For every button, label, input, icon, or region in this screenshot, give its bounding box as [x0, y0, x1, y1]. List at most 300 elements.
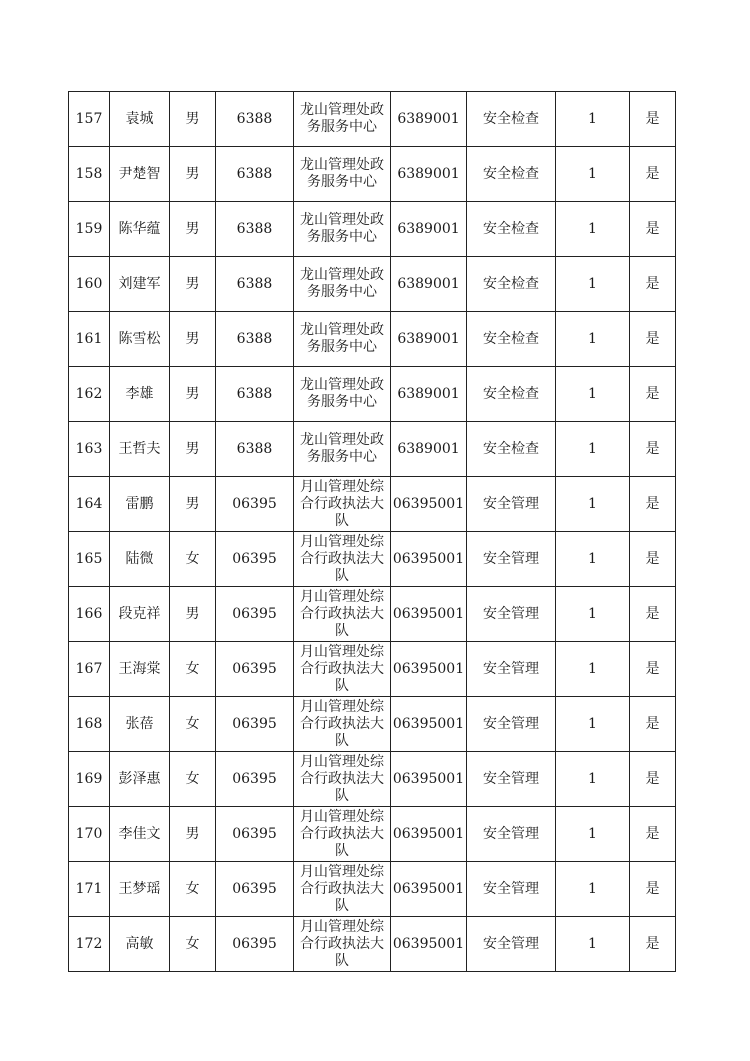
cell-person-name-text: 李雄 [125, 385, 154, 402]
table-row [69, 642, 676, 697]
cell-flag-text: 是 [645, 110, 660, 127]
cell-position-name-text: 安全管理 [483, 605, 539, 622]
cell-gender-text: 男 [185, 440, 200, 457]
cell-unit-code-text: 6388 [236, 385, 273, 402]
cell-unit-code [216, 697, 294, 752]
cell-person-name [110, 587, 170, 642]
cell-unit-code-text: 06395 [232, 935, 277, 952]
cell-sequence-number-text: 170 [75, 825, 103, 842]
cell-gender-text: 女 [185, 770, 200, 787]
cell-unit-name-text: 月山管理处综合行政执法大队 [300, 808, 384, 859]
cell-position-name [467, 532, 556, 587]
cell-person-name [110, 752, 170, 807]
cell-position-code-text: 06395001 [392, 605, 465, 622]
cell-gender-text: 男 [185, 825, 200, 842]
cell-flag [630, 862, 676, 917]
cell-gender [170, 92, 216, 147]
cell-gender [170, 202, 216, 257]
cell-unit-name-text: 月山管理处综合行政执法大队 [300, 918, 384, 969]
cell-count-text: 1 [588, 825, 597, 842]
cell-count [556, 92, 630, 147]
cell-person-name [110, 807, 170, 862]
cell-flag-text: 是 [645, 385, 660, 402]
cell-position-code-text: 6389001 [397, 440, 460, 457]
cell-position-name [467, 807, 556, 862]
cell-flag [630, 752, 676, 807]
cell-person-name-text: 尹楚智 [118, 165, 161, 182]
cell-position-code-text: 06395001 [392, 550, 465, 567]
cell-position-name-text: 安全管理 [483, 880, 539, 897]
cell-person-name-text: 高敏 [125, 935, 154, 952]
cell-count-text: 1 [588, 550, 597, 567]
cell-gender [170, 257, 216, 312]
cell-count-text: 1 [588, 880, 597, 897]
cell-sequence-number [69, 697, 110, 752]
cell-unit-name-text: 龙山管理处政务服务中心 [300, 377, 384, 410]
cell-count-text: 1 [588, 660, 597, 677]
table-row [69, 92, 676, 147]
table-row [69, 862, 676, 917]
cell-flag-text: 是 [645, 605, 660, 622]
cell-unit-name-text: 月山管理处综合行政执法大队 [300, 588, 384, 639]
cell-unit-code-text: 06395 [232, 495, 277, 512]
cell-count [556, 367, 630, 422]
cell-person-name [110, 532, 170, 587]
cell-flag [630, 587, 676, 642]
cell-position-name-text: 安全检查 [483, 440, 539, 457]
cell-position-code-text: 06395001 [392, 660, 465, 677]
cell-flag-text: 是 [645, 935, 660, 952]
cell-flag-text: 是 [645, 165, 660, 182]
cell-position-code [391, 697, 467, 752]
cell-position-code-text: 6389001 [397, 220, 460, 237]
cell-count [556, 587, 630, 642]
cell-position-name-text: 安全管理 [483, 770, 539, 787]
cell-position-code-text: 6389001 [397, 110, 460, 127]
cell-position-code [391, 202, 467, 257]
cell-unit-name [294, 752, 391, 807]
cell-flag [630, 92, 676, 147]
cell-position-name [467, 697, 556, 752]
table-row [69, 807, 676, 862]
cell-position-code [391, 532, 467, 587]
cell-count [556, 917, 630, 972]
cell-flag [630, 312, 676, 367]
cell-sequence-number [69, 92, 110, 147]
cell-position-name-text: 安全管理 [483, 935, 539, 952]
cell-count [556, 202, 630, 257]
cell-position-code [391, 807, 467, 862]
cell-unit-code [216, 477, 294, 532]
cell-position-name [467, 422, 556, 477]
cell-count [556, 477, 630, 532]
cell-sequence-number-text: 158 [75, 165, 103, 182]
cell-person-name [110, 312, 170, 367]
cell-count [556, 807, 630, 862]
cell-flag-text: 是 [645, 330, 660, 347]
cell-unit-name-text: 龙山管理处政务服务中心 [300, 267, 384, 300]
cell-count [556, 257, 630, 312]
cell-flag-text: 是 [645, 440, 660, 457]
cell-unit-code-text: 6388 [236, 165, 273, 182]
cell-position-name-text: 安全管理 [483, 825, 539, 842]
cell-sequence-number-text: 165 [75, 550, 103, 567]
cell-count-text: 1 [588, 495, 597, 512]
cell-unit-name-text: 龙山管理处政务服务中心 [300, 157, 384, 190]
cell-position-code-text: 6389001 [397, 165, 460, 182]
cell-person-name [110, 367, 170, 422]
cell-gender [170, 862, 216, 917]
cell-count-text: 1 [588, 605, 597, 622]
cell-gender [170, 477, 216, 532]
cell-gender-text: 男 [185, 495, 200, 512]
table-row [69, 422, 676, 477]
table-row [69, 477, 676, 532]
cell-gender-text: 女 [185, 660, 200, 677]
cell-sequence-number-text: 169 [75, 770, 103, 787]
cell-unit-name [294, 862, 391, 917]
cell-count-text: 1 [588, 330, 597, 347]
cell-person-name [110, 92, 170, 147]
cell-position-name [467, 862, 556, 917]
cell-person-name [110, 422, 170, 477]
cell-gender [170, 587, 216, 642]
cell-flag [630, 202, 676, 257]
cell-gender-text: 男 [185, 605, 200, 622]
cell-unit-name [294, 202, 391, 257]
cell-sequence-number-text: 166 [75, 605, 103, 622]
cell-unit-name-text: 龙山管理处政务服务中心 [300, 102, 384, 135]
cell-unit-name [294, 422, 391, 477]
cell-sequence-number-text: 168 [75, 715, 103, 732]
cell-unit-name [294, 92, 391, 147]
cell-count [556, 422, 630, 477]
cell-person-name-text: 雷鹏 [125, 495, 154, 512]
cell-position-code [391, 367, 467, 422]
table-row [69, 367, 676, 422]
cell-position-code-text: 06395001 [392, 715, 465, 732]
cell-gender [170, 312, 216, 367]
cell-count-text: 1 [588, 110, 597, 127]
cell-gender-text: 男 [185, 275, 200, 292]
cell-unit-code [216, 367, 294, 422]
cell-position-name [467, 917, 556, 972]
cell-unit-name [294, 642, 391, 697]
cell-person-name [110, 917, 170, 972]
cell-position-name [467, 367, 556, 422]
cell-flag [630, 477, 676, 532]
cell-count [556, 642, 630, 697]
table-row [69, 257, 676, 312]
cell-position-name-text: 安全管理 [483, 715, 539, 732]
cell-unit-code [216, 202, 294, 257]
cell-unit-code-text: 06395 [232, 770, 277, 787]
cell-position-name-text: 安全检查 [483, 165, 539, 182]
cell-count-text: 1 [588, 440, 597, 457]
cell-unit-code [216, 752, 294, 807]
cell-unit-name [294, 367, 391, 422]
cell-unit-name [294, 807, 391, 862]
cell-unit-code [216, 862, 294, 917]
cell-sequence-number [69, 477, 110, 532]
cell-sequence-number [69, 807, 110, 862]
cell-sequence-number-text: 162 [75, 385, 103, 402]
cell-person-name [110, 257, 170, 312]
cell-person-name-text: 段克祥 [118, 605, 161, 622]
cell-unit-code [216, 147, 294, 202]
cell-count [556, 532, 630, 587]
cell-sequence-number [69, 422, 110, 477]
cell-sequence-number-text: 172 [75, 935, 103, 952]
cell-flag-text: 是 [645, 495, 660, 512]
cell-unit-code-text: 6388 [236, 275, 273, 292]
cell-sequence-number-text: 159 [75, 220, 103, 237]
cell-sequence-number [69, 367, 110, 422]
cell-flag-text: 是 [645, 220, 660, 237]
cell-unit-name [294, 257, 391, 312]
cell-position-name [467, 752, 556, 807]
cell-person-name-text: 王哲夫 [118, 440, 161, 457]
cell-unit-code-text: 06395 [232, 605, 277, 622]
cell-gender-text: 男 [185, 385, 200, 402]
cell-position-code-text: 06395001 [392, 825, 465, 842]
cell-unit-code [216, 422, 294, 477]
cell-person-name-text: 李佳文 [118, 825, 161, 842]
cell-unit-name-text: 月山管理处综合行政执法大队 [300, 533, 384, 584]
table-row [69, 312, 676, 367]
cell-gender-text: 女 [185, 715, 200, 732]
cell-person-name [110, 697, 170, 752]
cell-count [556, 862, 630, 917]
cell-flag-text: 是 [645, 770, 660, 787]
cell-count-text: 1 [588, 935, 597, 952]
cell-position-code [391, 642, 467, 697]
cell-unit-name [294, 587, 391, 642]
cell-position-code-text: 6389001 [397, 330, 460, 347]
table-row [69, 147, 676, 202]
cell-position-code-text: 06395001 [392, 935, 465, 952]
cell-gender [170, 532, 216, 587]
cell-sequence-number-text: 171 [75, 880, 103, 897]
table-row [69, 532, 676, 587]
cell-unit-code [216, 312, 294, 367]
cell-flag [630, 917, 676, 972]
cell-position-code [391, 477, 467, 532]
cell-person-name [110, 862, 170, 917]
cell-count-text: 1 [588, 275, 597, 292]
cell-unit-code [216, 587, 294, 642]
cell-sequence-number [69, 147, 110, 202]
cell-sequence-number [69, 312, 110, 367]
cell-position-name [467, 92, 556, 147]
cell-position-name-text: 安全检查 [483, 220, 539, 237]
cell-person-name-text: 张蓓 [125, 715, 154, 732]
cell-unit-code-text: 6388 [236, 440, 273, 457]
cell-position-name-text: 安全管理 [483, 550, 539, 567]
cell-unit-code-text: 06395 [232, 660, 277, 677]
table-row [69, 752, 676, 807]
cell-gender-text: 女 [185, 550, 200, 567]
cell-position-code [391, 312, 467, 367]
cell-unit-name-text: 月山管理处综合行政执法大队 [300, 863, 384, 914]
cell-unit-name [294, 532, 391, 587]
cell-unit-code-text: 06395 [232, 715, 277, 732]
cell-sequence-number-text: 157 [75, 110, 103, 127]
cell-count-text: 1 [588, 715, 597, 732]
cell-unit-code-text: 6388 [236, 220, 273, 237]
cell-person-name-text: 彭泽惠 [118, 770, 161, 787]
cell-unit-code-text: 6388 [236, 330, 273, 347]
cell-position-name [467, 642, 556, 697]
cell-position-name [467, 312, 556, 367]
cell-sequence-number-text: 161 [75, 330, 103, 347]
cell-gender [170, 147, 216, 202]
cell-unit-code [216, 532, 294, 587]
cell-unit-name-text: 龙山管理处政务服务中心 [300, 322, 384, 355]
cell-position-code [391, 862, 467, 917]
cell-sequence-number [69, 917, 110, 972]
cell-position-name [467, 257, 556, 312]
cell-person-name-text: 陈雪松 [118, 330, 161, 347]
cell-unit-name [294, 697, 391, 752]
cell-gender [170, 752, 216, 807]
cell-count-text: 1 [588, 220, 597, 237]
cell-gender-text: 男 [185, 165, 200, 182]
cell-gender-text: 男 [185, 220, 200, 237]
cell-gender-text: 男 [185, 330, 200, 347]
cell-flag [630, 257, 676, 312]
cell-flag-text: 是 [645, 275, 660, 292]
cell-gender-text: 男 [185, 110, 200, 127]
cell-gender [170, 807, 216, 862]
cell-gender [170, 367, 216, 422]
cell-count [556, 752, 630, 807]
cell-unit-name-text: 月山管理处综合行政执法大队 [300, 698, 384, 749]
cell-unit-code [216, 642, 294, 697]
cell-count-text: 1 [588, 165, 597, 182]
cell-unit-name [294, 312, 391, 367]
cell-position-name [467, 477, 556, 532]
table-row [69, 917, 676, 972]
cell-count-text: 1 [588, 770, 597, 787]
cell-gender-text: 女 [185, 880, 200, 897]
table-body [69, 92, 676, 972]
cell-position-name-text: 安全管理 [483, 495, 539, 512]
cell-sequence-number [69, 532, 110, 587]
table-row [69, 587, 676, 642]
cell-flag [630, 422, 676, 477]
cell-position-name-text: 安全管理 [483, 660, 539, 677]
cell-count [556, 312, 630, 367]
cell-person-name-text: 王海棠 [118, 660, 161, 677]
cell-unit-name [294, 477, 391, 532]
cell-unit-code [216, 92, 294, 147]
cell-unit-name [294, 147, 391, 202]
cell-gender [170, 917, 216, 972]
cell-person-name-text: 刘建军 [118, 275, 161, 292]
cell-unit-name-text: 月山管理处综合行政执法大队 [300, 753, 384, 804]
cell-flag-text: 是 [645, 880, 660, 897]
cell-position-code-text: 6389001 [397, 385, 460, 402]
cell-position-name [467, 202, 556, 257]
cell-person-name-text: 王梦瑶 [118, 880, 161, 897]
cell-flag-text: 是 [645, 715, 660, 732]
cell-position-code-text: 06395001 [392, 495, 465, 512]
cell-sequence-number [69, 257, 110, 312]
cell-person-name-text: 陈华蕴 [118, 220, 161, 237]
cell-flag [630, 147, 676, 202]
cell-flag [630, 642, 676, 697]
cell-position-code [391, 917, 467, 972]
table-row [69, 697, 676, 752]
cell-unit-code-text: 6388 [236, 110, 273, 127]
table-row [69, 202, 676, 257]
cell-flag [630, 697, 676, 752]
cell-unit-name-text: 龙山管理处政务服务中心 [300, 432, 384, 465]
cell-person-name [110, 642, 170, 697]
cell-person-name-text: 陆微 [125, 550, 154, 567]
cell-unit-code-text: 06395 [232, 880, 277, 897]
cell-sequence-number-text: 163 [75, 440, 103, 457]
cell-unit-name-text: 月山管理处综合行政执法大队 [300, 478, 384, 529]
cell-position-name-text: 安全检查 [483, 385, 539, 402]
cell-sequence-number [69, 202, 110, 257]
cell-flag-text: 是 [645, 825, 660, 842]
cell-count [556, 697, 630, 752]
cell-flag-text: 是 [645, 660, 660, 677]
cell-position-code [391, 752, 467, 807]
cell-person-name [110, 147, 170, 202]
cell-flag [630, 367, 676, 422]
cell-position-name [467, 147, 556, 202]
cell-position-code [391, 422, 467, 477]
cell-position-code [391, 92, 467, 147]
cell-flag [630, 532, 676, 587]
cell-sequence-number [69, 862, 110, 917]
cell-position-code [391, 587, 467, 642]
cell-person-name [110, 202, 170, 257]
cell-unit-code-text: 06395 [232, 825, 277, 842]
cell-unit-name-text: 月山管理处综合行政执法大队 [300, 643, 384, 694]
cell-gender [170, 697, 216, 752]
cell-position-code [391, 147, 467, 202]
cell-unit-code-text: 06395 [232, 550, 277, 567]
cell-gender [170, 422, 216, 477]
cell-gender [170, 642, 216, 697]
cell-position-code [391, 257, 467, 312]
cell-position-code-text: 06395001 [392, 770, 465, 787]
cell-sequence-number [69, 642, 110, 697]
cell-unit-code [216, 807, 294, 862]
cell-unit-code [216, 917, 294, 972]
cell-position-name [467, 587, 556, 642]
cell-sequence-number-text: 164 [75, 495, 103, 512]
cell-sequence-number [69, 587, 110, 642]
cell-person-name [110, 477, 170, 532]
cell-gender-text: 女 [185, 935, 200, 952]
cell-count-text: 1 [588, 385, 597, 402]
cell-unit-code [216, 257, 294, 312]
cell-position-name-text: 安全检查 [483, 330, 539, 347]
cell-unit-name [294, 917, 391, 972]
cell-unit-name-text: 龙山管理处政务服务中心 [300, 212, 384, 245]
cell-position-code-text: 6389001 [397, 275, 460, 292]
cell-count [556, 147, 630, 202]
personnel-table [68, 91, 676, 972]
cell-sequence-number-text: 167 [75, 660, 103, 677]
cell-position-name-text: 安全检查 [483, 275, 539, 292]
cell-person-name-text: 袁城 [125, 110, 154, 127]
